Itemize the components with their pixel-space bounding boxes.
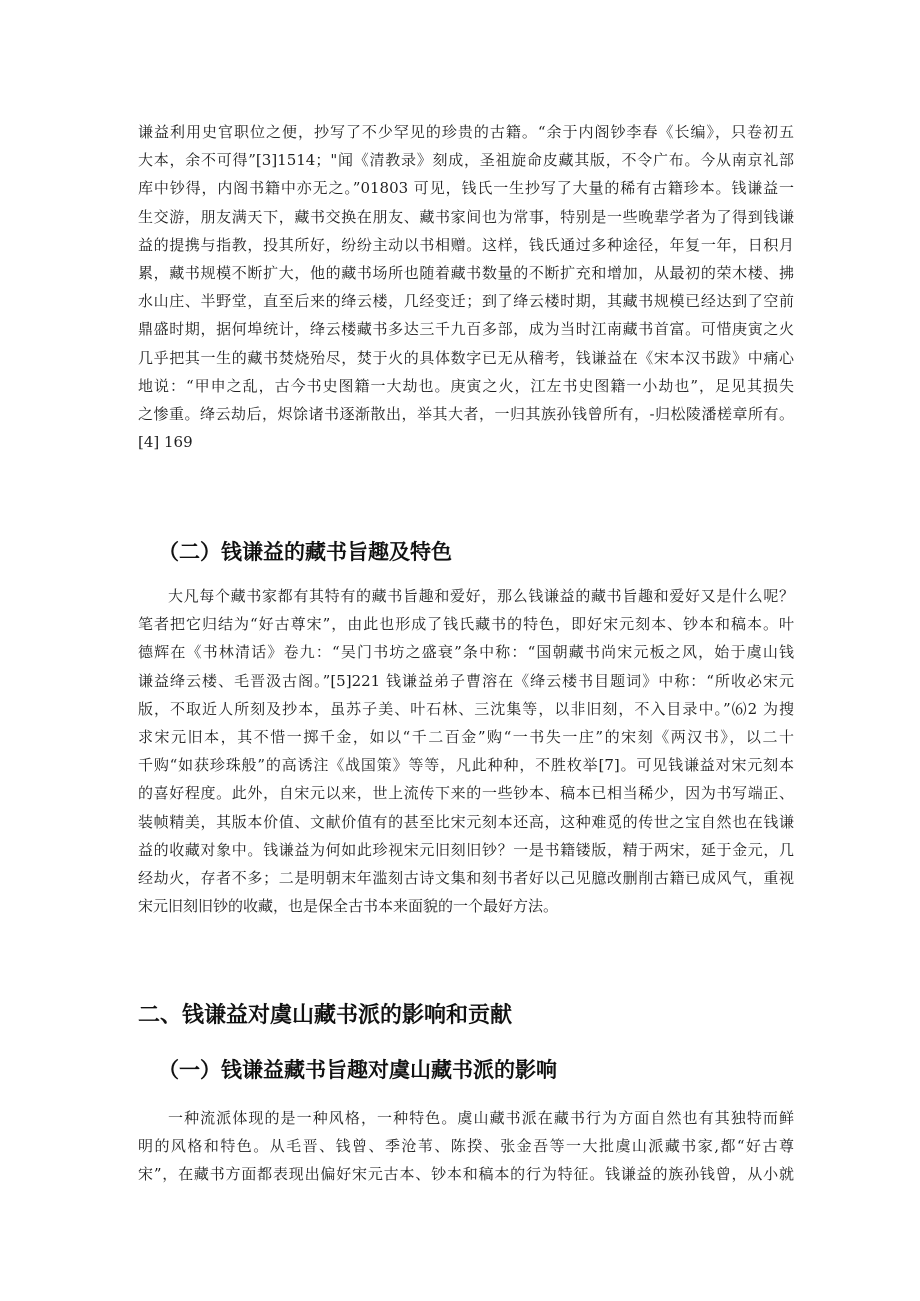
citation-line: [4] 169 bbox=[138, 433, 193, 452]
text-line: 益的提携与指教，投其所好，纷纷主动以书相赠。这样，钱氏通过多种途径，年复一年，日积月 bbox=[138, 235, 794, 254]
text-line: 一种流派体现的是一种风格，一种特色。虞山藏书派在藏书行为方面自然也有其独特而鲜 bbox=[168, 1109, 794, 1127]
text-line: 鼎盛时期，据何埠统计，绛云楼藏书多达三千九百多部，成为当时江南藏书首富。可惜庚寅之火 bbox=[138, 320, 794, 339]
section-heading-collection-interest: （二）钱谦益的藏书旨趣及特色 bbox=[158, 540, 452, 564]
text-line: 地说：“甲申之乱，古今书史图籍一大劫也。庚寅之火，江左书史图籍一小劫也”，足见其损失 bbox=[138, 376, 794, 395]
text-line: 大凡每个藏书家都有其特有的藏书旨趣和爱好，那么钱谦益的藏书旨趣和爱好又是什么呢？ bbox=[168, 587, 794, 605]
text-line: 宋元旧刻旧钞的收藏，也是保全古书本来面貌的一个最好方法。 bbox=[138, 897, 559, 916]
paragraph-influence bbox=[138, 1104, 794, 1189]
text-line: 笔者把它归结为“好古尊宋”，由此也形成了钱氏藏书的特色，即好宋元刻本、钞本和稿本。叶 bbox=[138, 615, 794, 634]
paragraph-collection-history bbox=[138, 118, 794, 456]
text-line: 之惨重。绛云劫后，烬馀诸书逐渐散出，举其大者，一归其族孙钱曾所有，-归松陵潘槎章所有。 bbox=[138, 405, 794, 424]
text-line: 的喜好程度。此外，自宋元以来，世上流传下来的一些钞本、稿本已相当稀少，因为书写端正、 bbox=[138, 784, 794, 803]
text-line: 几乎把其一生的藏书焚烧殆尽，焚于火的具体数字已无从稽考，钱谦益在《宋本汉书跋》中痛心 bbox=[138, 348, 794, 367]
text-line: 千购“如获珍珠般”的高诱注《战国策》等等，凡此种种，不胜枚举[7]。可见钱谦益对宋元刻本 bbox=[138, 756, 794, 775]
paragraph-collection-interest bbox=[138, 582, 794, 920]
text-line: 明的风格和特色。从毛晋、钱曾、季沧苇、陈揆、张金吾等一大批虞山派藏书家,都“好古尊 bbox=[138, 1137, 794, 1156]
text-line: 水山庄、半野堂，直至后来的绛云楼，几经变迁；到了绛云楼时期，其藏书规模已经达到了空前 bbox=[138, 292, 794, 311]
text-line: 益的收藏对象中。钱谦益为何如此珍视宋元旧刻旧钞？一是书籍镂版，精于两宋，延于金元，几 bbox=[138, 840, 794, 859]
text-line: 宋”，在藏书方面都表现出偏好宋元古本、钞本和稿本的行为特征。钱谦益的族孙钱曾，从小就 bbox=[138, 1165, 794, 1184]
text-line: 求宋元旧本，其不惜一掷千金，如以“千二百金”购“一书失一庄”的宋刻《两汉书》，以二十 bbox=[138, 728, 794, 747]
text-line: 生交游，朋友满天下，藏书交换在朋友、藏书家间也为常事，特别是一些晚辈学者为了得到钱谦 bbox=[138, 207, 794, 226]
text-line: 谦益绛云楼、毛晋汲古阁。”[5]221 钱谦益弟子曹溶在《绛云楼书目题词》中称：“所收必宋元 bbox=[138, 671, 794, 690]
text-line: 库中钞得，内阁书籍中亦无之。”01803 可见，钱氏一生抄写了大量的稀有古籍珍本。钱谦益一 bbox=[138, 179, 794, 198]
main-section-heading: 二、钱谦益对虞山藏书派的影响和贡献 bbox=[138, 1003, 513, 1028]
text-line: 谦益利用史官职位之便，抄写了不少罕见的珍贵的古籍。“余于内阁钞李春《长编》，只卷初五 bbox=[138, 123, 794, 141]
text-line: 版，不取近人所刻及抄本，虽苏子美、叶石林、三沈集等，以非旧刻，不入目录中。”⑹2 为搜 bbox=[138, 699, 794, 718]
text-line: 经劫火，存者不多；二是明朝末年滥刻古诗文集和刻书者好以己见臆改删削古籍已成风气，重视 bbox=[138, 869, 794, 888]
section-heading-influence: （一）钱谦益藏书旨趣对虞山藏书派的影响 bbox=[158, 1058, 557, 1082]
text-line: 德辉在《书林清话》卷九：“吴门书坊之盛衰”条中称：“国朝藏书尚宋元板之风，始于虞山钱 bbox=[138, 643, 794, 662]
text-line: 累，藏书规模不断扩大，他的藏书场所也随着藏书数量的不断扩充和增加，从最初的荣木楼、拂 bbox=[138, 264, 794, 283]
text-line: 大本，余不可得”[3]1514；"闻《清教录》刻成，圣祖旋命皮藏其版，不令广布。今从南京礼部 bbox=[138, 151, 794, 170]
text-line: 装帧精美，其版本价值、文献价值有的甚至比宋元刻本还高，这种难觅的传世之宝自然也在钱谦 bbox=[138, 812, 794, 831]
